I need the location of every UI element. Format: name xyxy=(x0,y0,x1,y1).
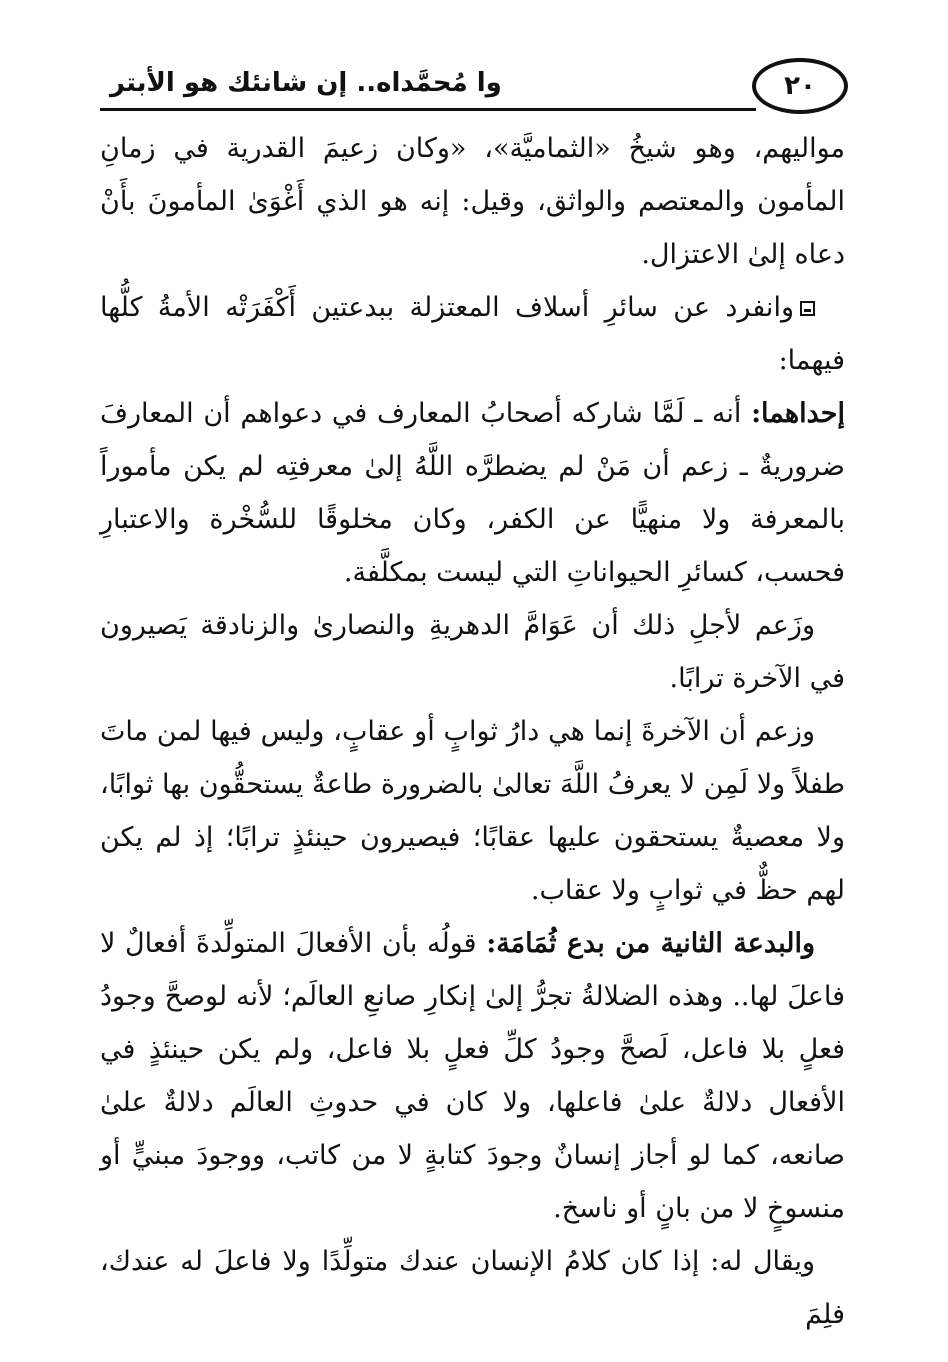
running-header xyxy=(100,58,848,114)
paragraph-3-text: أنه ـ لَمَّا شاركه أصحابُ المعارف في دعواهم أن المعارفَ ضروريةٌ ـ زعم أن مَنْ لم يضطرَّه اللَّهُ إلىٰ معرفتِه لم يكن مأموراً بالمعرفة ولا منهيًّا عن الكفر، وكان مخلوقًا للسُّخْرة والاعتبارِ فحسب، كسائرِ الحيواناتِ التي ليست بمكلَّفة. xyxy=(100,398,845,588)
running-title: وا مُحمَّداه.. إن شانئك هو الأبتر xyxy=(110,68,502,98)
header-rule xyxy=(100,108,756,111)
paragraph-2 xyxy=(100,281,845,387)
body-text xyxy=(100,122,845,1341)
paragraph-7: ويقال له: إذا كان كلامُ الإنسان عندك متولِّدًا ولا فاعلَ له عندك، فلِمَ xyxy=(100,1246,845,1330)
paragraph-2-text: وانفرد عن سائرِ أسلاف المعتزلة ببدعتين أَكْفَرَتْه الأمةُ كلُّها فيهما: xyxy=(100,292,845,376)
paragraph-6-text: قولُه بأن الأفعالَ المتولِّدةَ أفعالٌ لا فاعلَ لها.. وهذه الضلالةُ تجرُّ إلىٰ إنكارِ صانعِ العالَم؛ لأنه لوصحَّ وجودُ فعلٍ بلا فاعل، لَصحَّ وجودُ كلِّ فعلٍ بلا فاعل، ولم يكن حينئذٍ في الأفعال دلالةٌ علىٰ فاعلها، ولا كان في حدوثِ العالَم دلالةٌ علىٰ صانعه، كما لو أجاز إنسانٌ وجودَ كتابةٍ لا من كاتب، ووجودَ مبنيٍّ أو منسوخٍ لا من بانٍ أو ناسخ. xyxy=(100,928,845,1224)
paragraph-4: وزَعم لأجلِ ذلك أن عَوَامَّ الدهريةِ والنصارىٰ والزنادقة يَصيرون في الآخرة ترابًا. xyxy=(100,610,845,694)
paragraph-6-lead: والبدعة الثانية من بدع ثُمَامَة: xyxy=(486,928,815,959)
paragraph-3 xyxy=(100,387,845,599)
paragraph-5: وزعم أن الآخرةَ إنما هي دارُ ثوابٍ أو عقابٍ، وليس فيها لمن ماتَ طفلاً ولا لَمِن لا يعرفُ اللَّهَ تعالىٰ بالضرورة طاعةٌ يستحقُّون بها ثوابًا، ولا معصيةٌ يستحقون عليها عقابًا؛ فيصيرون حينئذٍ ترابًا؛ إذ لم يكن لهم حظٌّ في ثوابٍ ولا عقاب. xyxy=(100,716,845,906)
page-number: ٢٠ xyxy=(752,58,848,114)
paragraph-3-lead: إحداهما: xyxy=(751,398,845,429)
square-bullet-icon xyxy=(800,301,815,316)
paragraph-1: مواليهم، وهو شيخُ «الثماميَّة»، «وكان زعيمَ القدرية في زمانِ المأمون والمعتصم والواثق، وقيل: إنه هو الذي أَغْوَىٰ المأمونَ بأَنْ دعاه إلىٰ الاعتزال. xyxy=(100,133,845,270)
paragraph-6 xyxy=(100,917,845,1235)
